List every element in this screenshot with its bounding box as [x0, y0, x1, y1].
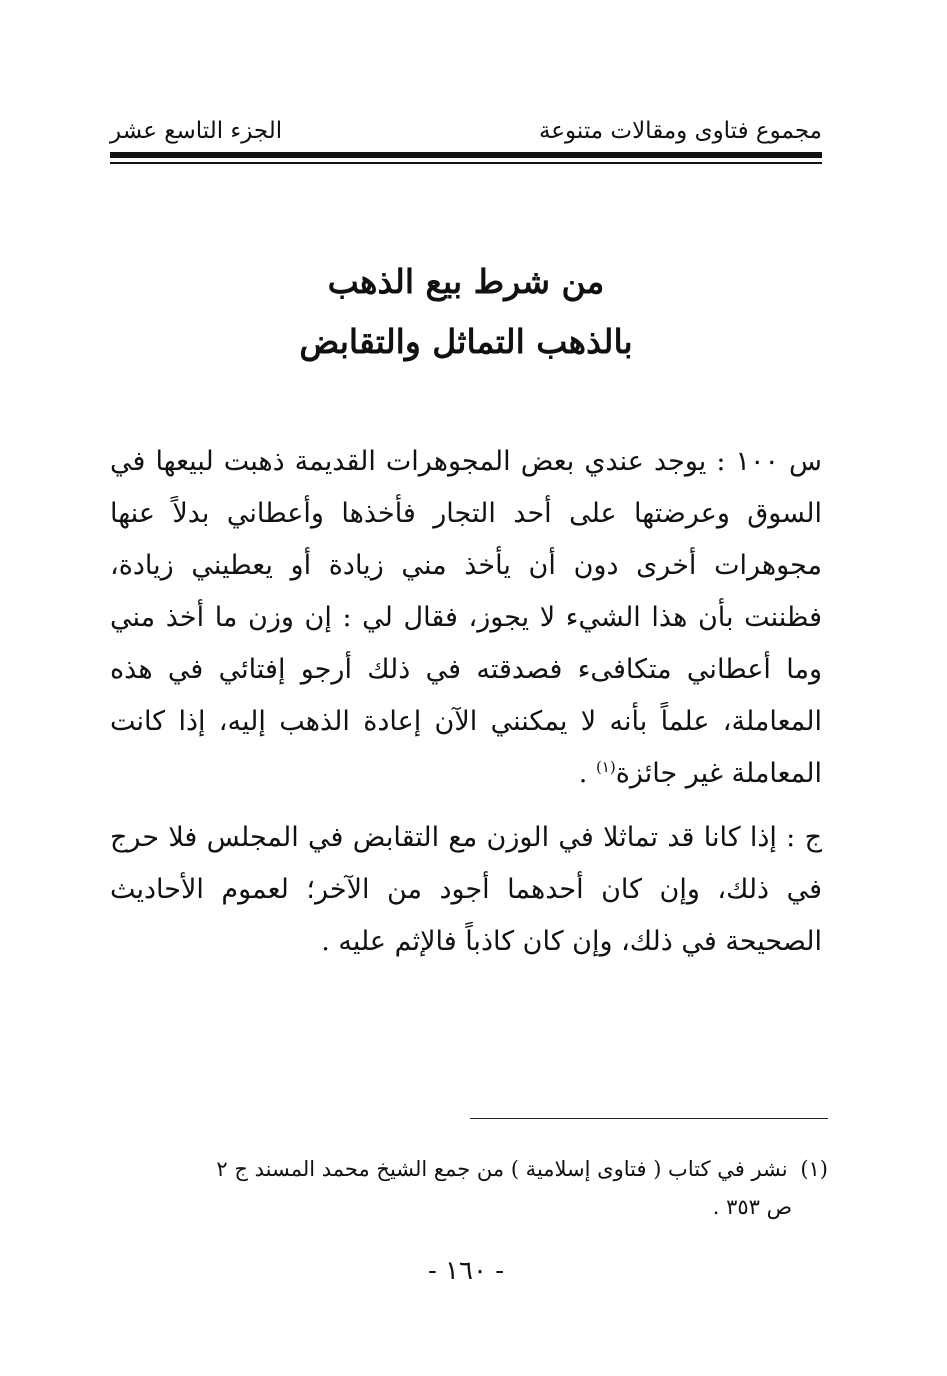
header-rule-thin — [110, 162, 822, 164]
footnote-divider — [470, 1118, 828, 1119]
answer-paragraph: ج : إذا كانا قد تماثلا في الوزن مع التقابض في المجلس فلا حرج في ذلك، وإن كان أحدهما أجود من الآخر؛ لعموم الأحاديث الصحيحة في ذلك، وإن كان كاذباً فالإثم عليه . — [110, 822, 822, 957]
question-text: س ١٠٠ : يوجد عندي بعض المجوهرات القديمة ذهبت لبيعها في السوق وعرضتها على أحد التجار فأخذها وأعطاني بدلاً عنها مجوهرات أخرى دون أن يأخذ مني زيادة أو يعطيني زيادة، فظننت بأن هذا الشيء لا يجوز، فقال لي : إن وزن ما أخذ مني وما أعطاني متكافىء فصدقته في ذلك أرجو إفتائي في هذه المعاملة، علماً بأنه لا يمكنني الآن إعادة الذهب إليه، إذا كانت المعاملة غير جائزة — [110, 446, 823, 789]
header-rule-thick — [110, 152, 822, 158]
running-header — [110, 112, 822, 152]
footnote-text-line-2: ص ٣٥٣ . — [712, 1195, 792, 1219]
footnote-reference[interactable]: (١) — [595, 758, 616, 776]
fatwa-title — [110, 252, 822, 372]
fatwa-body — [110, 436, 822, 968]
footnote — [110, 1150, 828, 1226]
question-paragraph — [110, 436, 822, 800]
header-book-title: مجموع فتاوى ومقالات متنوعة — [538, 118, 822, 144]
page-number: - ١٦٠ - — [427, 1256, 505, 1286]
question-end: . — [578, 758, 596, 789]
fatwa-title-line-1: من شرط بيع الذهب — [327, 262, 605, 301]
header-volume: الجزء التاسع عشر — [110, 118, 283, 144]
footnote-text-line-1: نشر في كتاب ( فتاوى إسلامية ) من جمع الشيخ محمد المسند ج ٢ — [216, 1157, 788, 1181]
footnote-number: (١) — [800, 1157, 828, 1181]
fatwa-title-line-2: بالذهب التماثل والتقابض — [299, 322, 633, 361]
